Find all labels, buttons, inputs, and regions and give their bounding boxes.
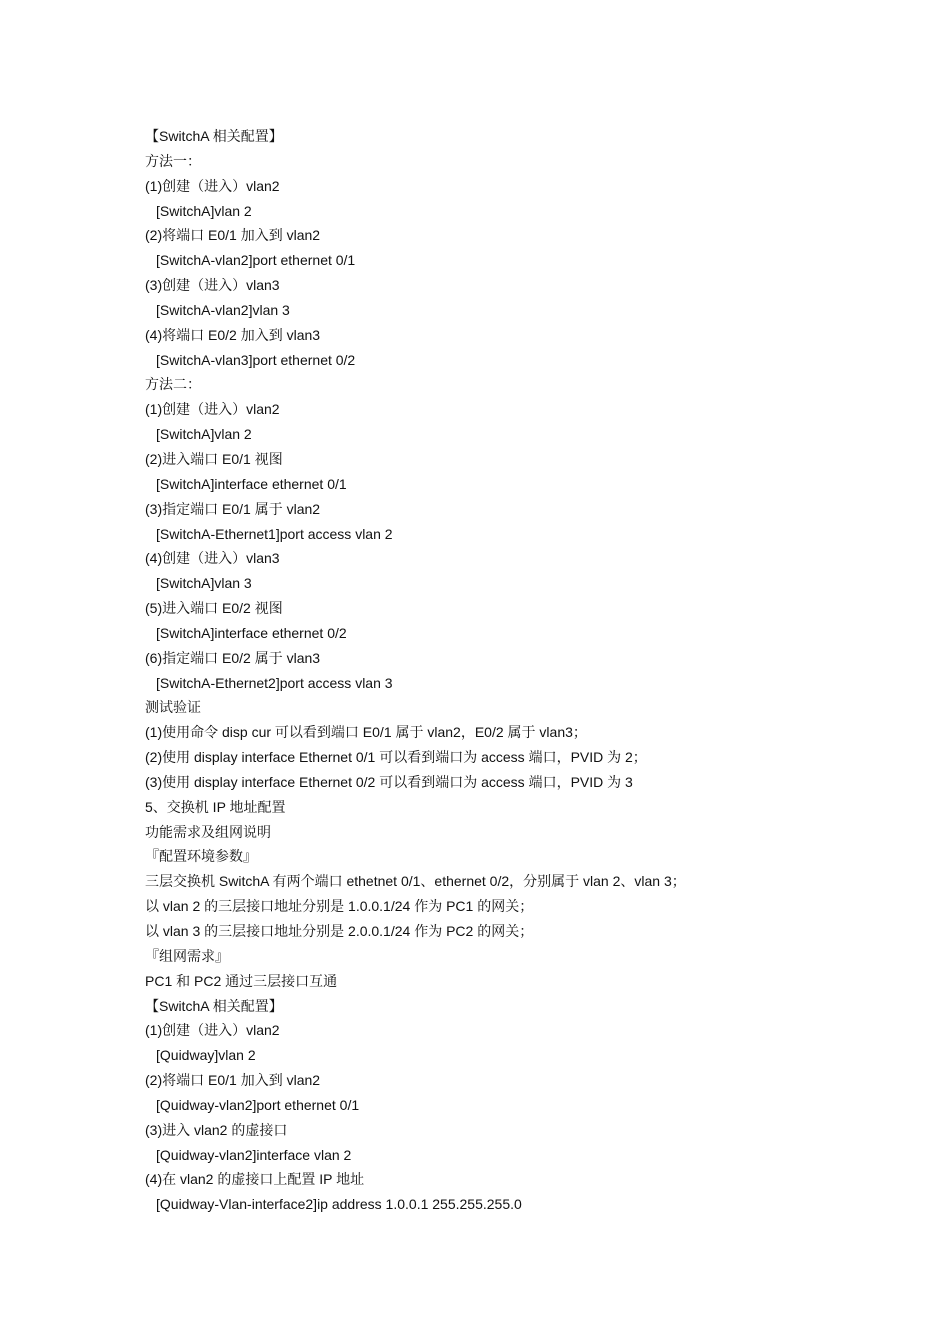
text-line: 三层交换机 SwitchA 有两个端口 ethetnet 0/1、ethernet 0/2，分别属于 vlan 2、vlan 3； xyxy=(145,873,686,890)
text-line: 以 vlan 2 的三层接口地址分别是 1.0.0.1/24 作为 PC1 的网关； xyxy=(145,898,534,915)
text-line: 方法二： xyxy=(145,376,201,393)
text-line: (1)创建（进入）vlan2 xyxy=(145,401,280,418)
text-line: (3)创建（进入）vlan3 xyxy=(145,277,280,294)
text-line: 方法一： xyxy=(145,152,201,169)
command-line: [SwitchA]vlan 3 xyxy=(156,575,252,592)
command-line: [SwitchA]vlan 2 xyxy=(156,426,252,443)
text-line: 【SwitchA 相关配置】 xyxy=(145,997,283,1014)
text-line: 测试验证 xyxy=(145,699,201,716)
command-line: [Quidway-vlan2]port ethernet 0/1 xyxy=(156,1096,360,1113)
command-line: [SwitchA-Ethernet1]port access vlan 2 xyxy=(156,525,393,542)
command-line: [SwitchA-vlan2]port ethernet 0/1 xyxy=(156,252,356,269)
text-line: (3)指定端口 E0/1 属于 vlan2 xyxy=(145,500,321,517)
text-line: 『组网需求』 xyxy=(145,947,229,964)
document-body xyxy=(145,124,905,1217)
command-line: [Quidway]vlan 2 xyxy=(156,1047,256,1064)
text-line: 以 vlan 3 的三层接口地址分别是 2.0.0.1/24 作为 PC2 的网关； xyxy=(145,923,534,939)
text-line: (4)创建（进入）vlan3 xyxy=(145,550,280,567)
text-line: 『配置环境参数』 xyxy=(145,848,257,865)
command-line: [SwitchA-Ethernet2]port access vlan 3 xyxy=(156,674,393,691)
text-line: (3)进入 vlan2 的虚接口 xyxy=(145,1121,288,1138)
text-line: PC1 和 PC2 通过三层接口互通 xyxy=(145,972,338,989)
command-line: [SwitchA-vlan2]vlan 3 xyxy=(156,301,290,318)
text-line: (1)使用命令 disp cur 可以看到端口 E0/1 属于 vlan2，E0/2 属于 vlan3； xyxy=(145,724,587,741)
command-line: [SwitchA]interface ethernet 0/2 xyxy=(156,624,347,641)
text-line: 5、交换机 IP 地址配置 xyxy=(145,798,286,815)
text-line: (3)使用 display interface Ethernet 0/2 可以看到端口为 access 端口，PVID 为 3 xyxy=(145,773,633,790)
text-line: (2)将端口 E0/1 加入到 vlan2 xyxy=(145,227,321,244)
command-line: [SwitchA]vlan 2 xyxy=(156,202,252,219)
text-line: (6)指定端口 E0/2 属于 vlan3 xyxy=(145,649,321,666)
text-line: 功能需求及组网说明 xyxy=(145,823,271,840)
text-line: (4)在 vlan2 的虚接口上配置 IP 地址 xyxy=(145,1171,365,1188)
text-line: (2)进入端口 E0/1 视图 xyxy=(145,450,283,467)
text-line: (5)进入端口 E0/2 视图 xyxy=(145,600,283,617)
text-line: (2)将端口 E0/1 加入到 vlan2 xyxy=(145,1072,321,1089)
text-line: (1)创建（进入）vlan2 xyxy=(145,177,280,194)
text-line: (4)将端口 E0/2 加入到 vlan3 xyxy=(145,326,321,343)
command-line: [SwitchA]interface ethernet 0/1 xyxy=(156,475,347,492)
command-line: [Quidway-Vlan-interface2]ip address 1.0.0.1 255.255.255.0 xyxy=(156,1196,522,1213)
text-line: (1)创建（进入）vlan2 xyxy=(145,1022,280,1039)
command-line: [SwitchA-vlan3]port ethernet 0/2 xyxy=(156,351,356,368)
command-line: [Quidway-vlan2]interface vlan 2 xyxy=(156,1146,352,1163)
text-line: (2)使用 display interface Ethernet 0/1 可以看到端口为 access 端口，PVID 为 2； xyxy=(145,749,647,766)
text-line: 【SwitchA 相关配置】 xyxy=(145,128,283,144)
